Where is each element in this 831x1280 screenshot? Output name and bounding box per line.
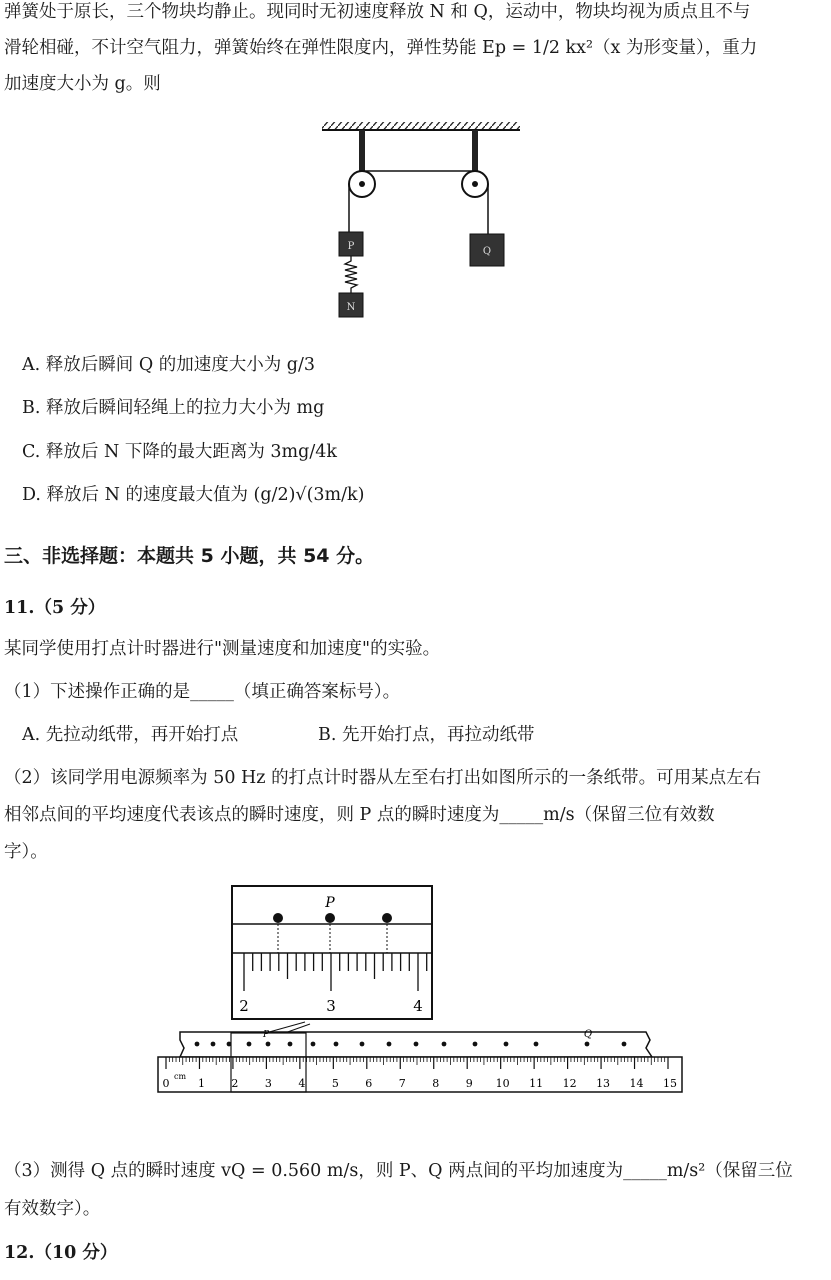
tape-dot	[195, 1042, 200, 1047]
ruler-tick-label: 10	[495, 1077, 510, 1090]
intro-line-3: 加速度大小为 g。则	[4, 74, 161, 94]
section-title: 三、非选择题：本题共 5 小题，共 54 分。	[4, 545, 375, 567]
spring	[345, 256, 357, 293]
ruler-tick-label: 8	[432, 1077, 440, 1090]
tape-dot	[311, 1042, 316, 1047]
right-pulley-axle	[472, 181, 478, 187]
zoom-tick-label-2: 2	[239, 997, 249, 1015]
block-n-label: N	[346, 302, 356, 313]
ruler-tick-label: 4	[298, 1077, 306, 1090]
ruler-unit: cm	[174, 1072, 187, 1081]
option-b: B. 释放后瞬间轻绳上的拉力大小为 mg	[22, 398, 325, 418]
tape-dot	[288, 1042, 293, 1047]
q11-part2-line-3: 字）。	[4, 842, 48, 862]
q11-part1-option-a: A. 先拉动纸带，再开始打点	[22, 725, 239, 745]
block-p-label: P	[347, 241, 355, 252]
pulley-figure	[310, 118, 530, 328]
q11-part2-line-2: 相邻点间的平均速度代表该点的瞬时速度，则 P 点的瞬时速度为_____m/s（保留三位有效数	[4, 805, 715, 825]
q11-part2-line-1: （2）该同学用电源频率为 50 Hz 的打点计时器从左至右打出如图所示的一条纸带。可用某点左右	[4, 768, 762, 788]
q11-number: 11.（5 分）	[4, 598, 106, 618]
zoom-tick-label-3: 3	[326, 997, 336, 1015]
ruler-tick-label: 11	[529, 1077, 544, 1090]
q11-stem: 某同学使用打点计时器进行"测量速度和加速度"的实验。	[4, 639, 441, 659]
ruler-tick-label: 1	[197, 1077, 205, 1090]
tape-dot	[211, 1042, 216, 1047]
ceiling	[322, 122, 520, 130]
tape-dot	[266, 1042, 271, 1047]
q11-part1: （1）下述操作正确的是_____（填正确答案标号）。	[4, 682, 401, 702]
tape-dot	[247, 1042, 252, 1047]
tape-dot	[622, 1042, 627, 1047]
option-c: C. 释放后 N 下降的最大距离为 3mg/4k	[22, 442, 337, 462]
zoom-inset	[232, 886, 432, 1019]
tape-dot	[414, 1042, 419, 1047]
tape-dot	[442, 1042, 447, 1047]
zoom-tick-label-4: 4	[413, 997, 423, 1015]
ruler-tick-label: 0	[162, 1077, 170, 1090]
tape-dot	[334, 1042, 339, 1047]
tape-dot	[585, 1042, 590, 1047]
block-q-label: Q	[482, 246, 492, 257]
zoom-label-p: P	[325, 895, 335, 911]
tape-dot	[504, 1042, 509, 1047]
zoom-dot-right	[382, 913, 392, 923]
ruler-tick-label: 12	[562, 1077, 577, 1090]
tape-label-q: Q	[583, 1029, 593, 1040]
ruler-tick-label: 2	[231, 1077, 239, 1090]
ruler-tick-label: 13	[596, 1077, 611, 1090]
tape-dot	[387, 1042, 392, 1047]
q11-part3-line-1: （3）测得 Q 点的瞬时速度 vQ = 0.560 m/s，则 P、Q 两点间的平均加速度为_____m/s²（保留三位	[4, 1161, 793, 1181]
tape-figure	[150, 880, 690, 1100]
tape-dot	[534, 1042, 539, 1047]
ruler-tick-label: 3	[264, 1077, 272, 1090]
q12-number: 12.（10 分）	[4, 1243, 118, 1263]
intro-line-1: 弹簧处于原长，三个物块均静止。现同时无初速度释放 N 和 Q，运动中，物块均视为质点且不与	[4, 2, 751, 22]
tape-dot	[360, 1042, 365, 1047]
zoom-dot-left	[273, 913, 283, 923]
ruler-tick-label: 6	[365, 1077, 373, 1090]
left-pulley-axle	[359, 181, 365, 187]
ruler-tick-label: 15	[663, 1077, 677, 1090]
ruler-tick-label: 9	[465, 1077, 473, 1090]
option-a: A. 释放后瞬间 Q 的加速度大小为 g/3	[22, 355, 316, 375]
tape-dot	[473, 1042, 478, 1047]
q11-part3-line-2: 有效数字）。	[4, 1199, 101, 1219]
q11-part1-option-b: B. 先开始打点，再拉动纸带	[318, 725, 535, 745]
ruler-tick-label: 14	[629, 1077, 644, 1090]
option-d: D. 释放后 N 的速度最大值为 (g/2)√(3m/k)	[22, 485, 365, 505]
ruler-tick-label: 5	[331, 1077, 339, 1090]
ruler-tick-label: 7	[398, 1077, 406, 1090]
tape-label-p: P	[262, 1030, 270, 1040]
zoom-dot-p	[325, 913, 335, 923]
intro-line-2: 滑轮相碰，不计空气阻力，弹簧始终在弹性限度内，弹性势能 Ep = 1/2 kx²（x 为形变量），重力	[4, 38, 758, 58]
